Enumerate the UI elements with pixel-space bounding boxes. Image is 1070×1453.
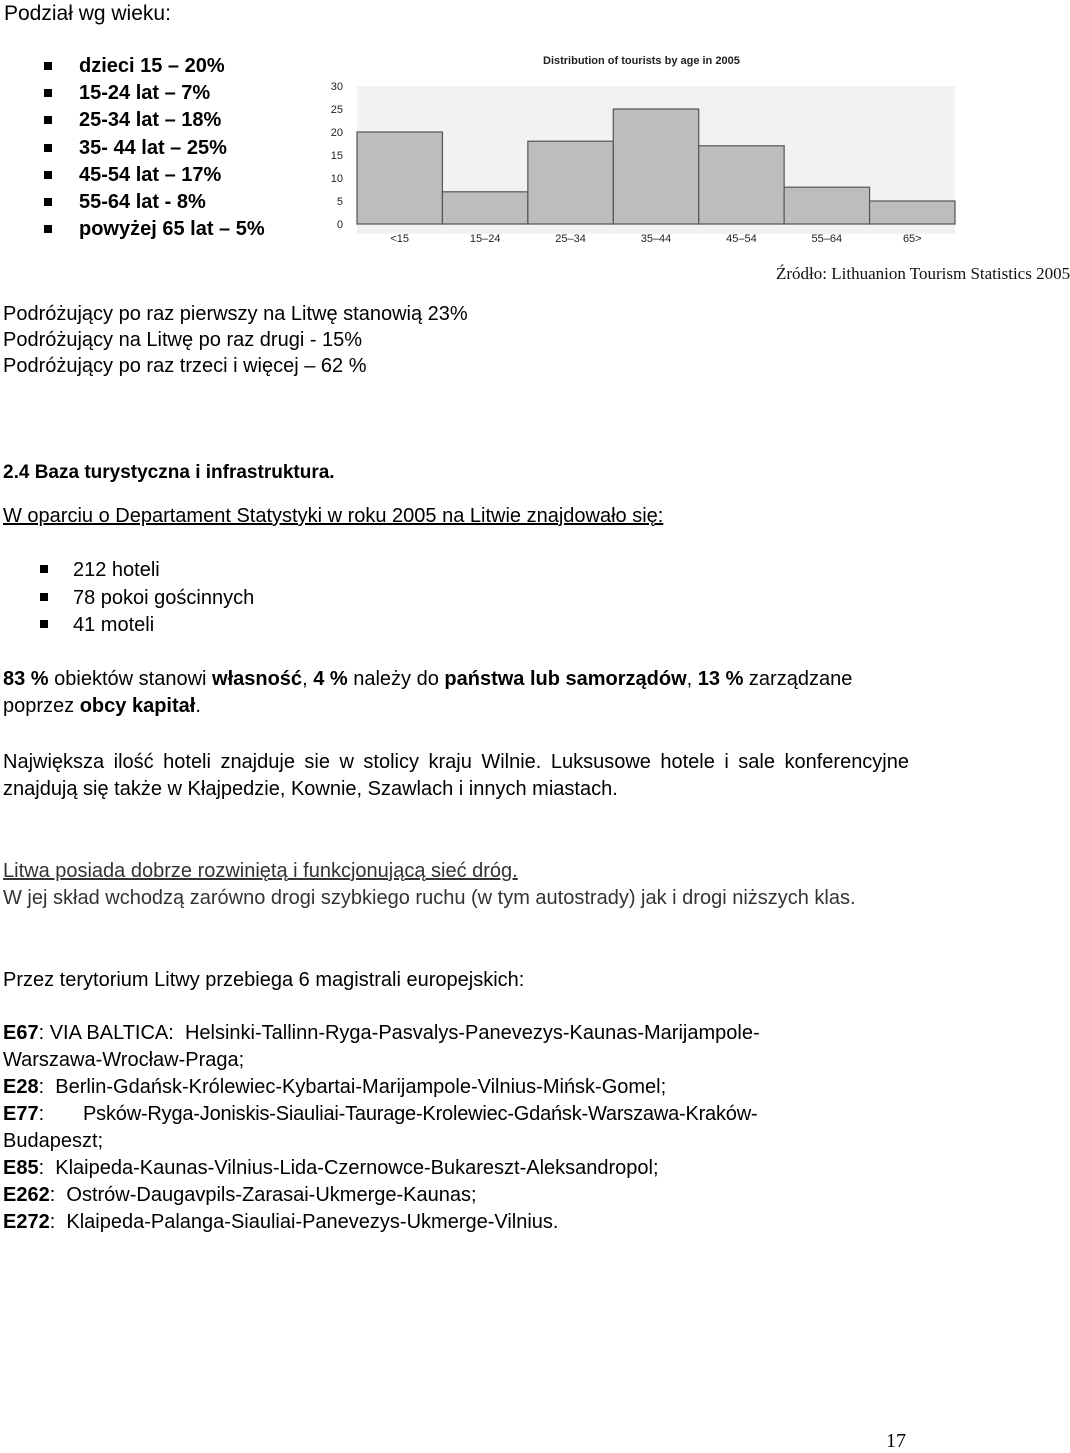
list-item: 78 pokoi gościnnych [40,585,254,613]
magistrals-intro: Przez terytorium Litwy przebiega 6 magistrali europejskich: [3,969,525,991]
x-axis-ticks [390,233,921,245]
bar-5 [784,187,869,224]
route-e28: E28: Berlin-Gdańsk-Królewiec-Kybartai-Marijampole-Vilnius-Mińsk-Gomel; [3,1076,667,1098]
section-title: 2.4 Baza turystyczna i infrastruktura. [3,462,335,483]
traveler-stats [3,301,468,379]
route-e77-cont: Budapeszt; [3,1130,104,1152]
route-e262: E262: Ostrów-Daugavpils-Zarasai-Ukmerge-Kaunas; [3,1184,477,1206]
list-item: dzieci 15 – 20% [44,53,265,80]
bar-1 [442,192,527,224]
roads-underline: Litwa posiada dobrze rozwiniętą i funkcjonującą sieć dróg. [3,860,518,882]
page-number: 17 [886,1430,906,1452]
route-e77: E77: Psków-Ryga-Joniskis-Siauliai-Taurage-Krolewiec-Gdańsk-Warszawa-Kraków- [3,1103,758,1125]
list-item: 212 hoteli [40,557,254,585]
route-e67: E67: VIA BALTICA: Helsinki-Tallinn-Ryga-Pasvalys-Panevezys-Kaunas-Marijampole- [3,1022,760,1044]
list-item: 45-54 lat – 17% [44,162,265,189]
list-item: 35- 44 lat – 25% [44,135,265,162]
square-bullet-icon [44,171,52,179]
route-e67-cont: Warszawa-Wrocław-Praga; [3,1049,245,1071]
square-bullet-icon [40,565,48,573]
y-tick-label-0: 0 [336,219,343,231]
square-bullet-icon [44,116,52,124]
age-breakdown-list [44,53,265,243]
list-item: 55-64 lat - 8% [44,189,265,216]
y-tick-label-3: 15 [330,150,343,162]
hotels-paragraph: Największa ilość hoteli znajduje sie w stolicy kraju Wilnie. Luksusowe hotele i sale konferencyjne znajdują się także w Kłajpedzie, Kownie, Szawlach i innych miastach. [3,751,909,800]
accommodation-list [40,557,254,640]
roads-text: W jej skład wchodzą zarówno drogi szybkiego ruchu (w tym autostrady) jak i drogi niższych klas. [3,887,856,909]
routes-list [3,1020,913,1236]
bar-chart [325,48,957,248]
bar-4 [699,146,784,224]
traveler-stat-first: Podróżujący po raz pierwszy na Litwę stanowią 23% [3,303,468,325]
bar-0 [357,132,442,224]
roads-paragraph [3,858,909,912]
square-bullet-icon [40,620,48,628]
y-tick-label-2: 10 [330,173,343,185]
list-item: 25-34 lat – 18% [44,107,265,134]
square-bullet-icon [44,89,52,97]
y-tick-label-6: 30 [330,81,343,93]
x-tick-label-6: 65> [902,233,922,245]
traveler-stat-second: Podróżujący na Litwę po raz drugi - 15% [3,329,363,351]
square-bullet-icon [44,198,52,206]
traveler-stat-third: Podróżujący po raz trzeci i więcej – 62 % [3,355,367,377]
y-tick-label-5: 25 [330,104,343,116]
y-tick-label-1: 5 [336,196,343,208]
age-heading: Podział wg wieku: [4,2,171,25]
chart-title: Distribution of tourists by age in 2005 [543,55,740,67]
square-bullet-icon [44,144,52,152]
x-tick-label-5: 55–64 [811,233,843,245]
x-tick-label-2: 25–34 [555,233,586,245]
age-distribution-chart [325,48,957,248]
square-bullet-icon [44,62,52,70]
chart-source: Źródło: Lithuanion Tourism Statistics 2005 [776,264,1070,283]
y-tick-label-4: 20 [330,127,343,139]
y-axis-ticks [331,81,343,231]
bar-2 [528,141,613,224]
square-bullet-icon [40,593,48,601]
bar-6 [870,201,955,224]
intro-text: W oparciu o Departament Statystyki w roku 2005 na Litwie znajdowało się: [3,505,664,527]
bar-3 [613,109,698,224]
list-item: 41 moteli [40,612,254,640]
list-item: powyżej 65 lat – 5% [44,216,265,243]
square-bullet-icon [44,225,52,233]
ownership-paragraph: 83 % obiektów stanowi własność, 4 % należy do państwa lub samorządów, 13 % zarządzane poprzez obcy kapitał. [3,668,853,717]
x-tick-label-0: <15 [390,233,410,245]
route-e85: E85: Klaipeda-Kaunas-Vilnius-Lida-Czernowce-Bukareszt-Aleksandropol; [3,1157,659,1179]
route-e272: E272: Klaipeda-Palanga-Siauliai-Panevezys-Ukmerge-Vilnius. [3,1211,559,1233]
list-item: 15-24 lat – 7% [44,80,265,107]
x-tick-label-3: 35–44 [640,233,672,245]
x-tick-label-4: 45–54 [726,233,757,245]
x-tick-label-1: 15–24 [469,233,501,245]
